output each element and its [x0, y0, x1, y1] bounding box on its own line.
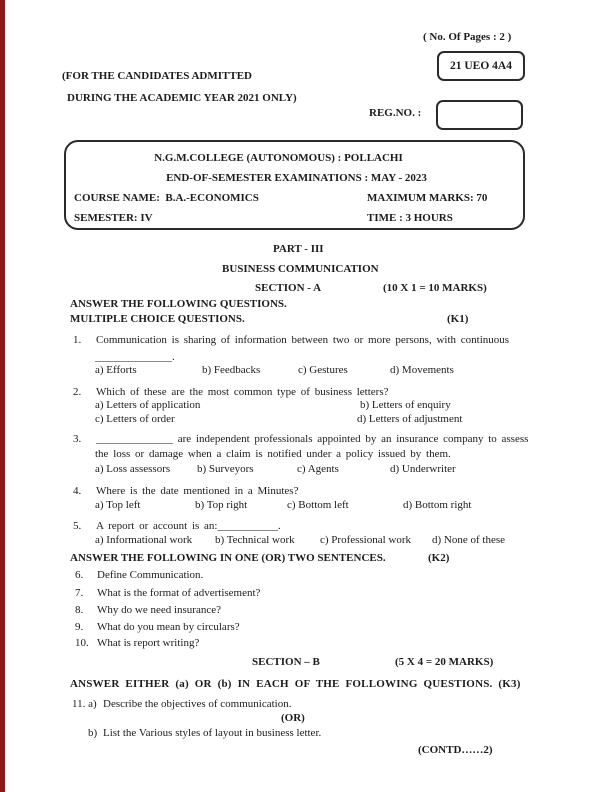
short-question-8 — [75, 604, 221, 617]
mcq-question-2-options-row1 — [0, 399, 612, 412]
short-answer-heading: ANSWER THE FOLLOWING IN ONE (OR) TWO SENTENCES. — [70, 552, 386, 564]
option-b: b) Top right — [195, 499, 248, 511]
mcq-question-1-options — [0, 364, 612, 377]
question-text: What is report writing? — [97, 637, 200, 649]
question-number: 2. — [73, 386, 82, 398]
section-a-instruction2: MULTIPLE CHOICE QUESTIONS. — [70, 313, 245, 325]
option-a: a) Efforts — [95, 364, 137, 376]
college-name: N.G.M.COLLEGE (AUTONOMOUS) : POLLACHI — [154, 152, 403, 164]
k1-badge: (K1) — [447, 313, 469, 325]
mcq-question-4-options — [0, 499, 612, 512]
option-c: c) Professional work — [320, 534, 412, 546]
mcq-question-2 — [73, 386, 388, 399]
question-number: b) — [88, 727, 98, 739]
exam-title: END-OF-SEMESTER EXAMINATIONS : MAY - 2023 — [166, 172, 427, 184]
question-number: 1. — [73, 334, 82, 346]
option-c: c) Bottom left — [287, 499, 349, 511]
option-a: a) Top left — [95, 499, 141, 511]
question-number: 4. — [73, 485, 82, 497]
or-separator: (OR) — [281, 712, 305, 724]
option-b: b) Technical work — [215, 534, 295, 546]
option-d: d) Letters of adjustment — [357, 413, 463, 425]
maximum-marks: MAXIMUM MARKS: 70 — [367, 192, 488, 204]
exam-time: TIME : 3 HOURS — [367, 212, 453, 224]
question-text: Define Communication. — [97, 569, 204, 581]
option-b: b) Letters of enquiry — [360, 399, 451, 411]
question-11b — [88, 727, 321, 740]
admitted-note-line1: (FOR THE CANDIDATES ADMITTED — [62, 70, 252, 82]
question-number: 5. — [73, 520, 82, 532]
question-text: Describe the objectives of communication. — [103, 698, 292, 710]
question-11a — [72, 698, 291, 711]
part-title: PART - III — [273, 243, 324, 255]
question-number: 6. — [75, 569, 84, 581]
option-c: c) Gestures — [298, 364, 348, 376]
admitted-note-line2: DURING THE ACADEMIC YEAR 2021 ONLY) — [67, 92, 297, 104]
semester: SEMESTER: IV — [74, 212, 153, 224]
paper-code: 21 UEO 4A4 — [450, 60, 512, 72]
continued-note: (CONTD……2) — [418, 744, 493, 756]
question-text: List the Various styles of layout in business letter. — [103, 727, 322, 739]
option-d: d) Bottom right — [403, 499, 472, 511]
option-a: a) Informational work — [95, 534, 193, 546]
mcq-question-2-options-row2 — [0, 413, 612, 426]
question-text: A report or account is an:___________. — [96, 520, 281, 532]
regno-field — [436, 100, 523, 130]
k2-badge: (K2) — [428, 552, 450, 564]
option-a: a) Loss assessors — [95, 463, 171, 475]
option-c: c) Agents — [297, 463, 339, 475]
section-a-instruction1: ANSWER THE FOLLOWING QUESTIONS. — [70, 298, 287, 310]
question-text: Communication is sharing of information between two or more persons, with continuous — [96, 334, 510, 346]
short-question-9 — [75, 621, 240, 634]
section-b-heading: SECTION – B — [252, 656, 320, 668]
question-number: 11. a) — [72, 698, 97, 710]
question-text: ______________ are independent professionals appointed by an insurance company to assess — [96, 433, 529, 445]
short-question-10 — [75, 637, 199, 650]
question-text: Which of these are the most common type of business letters? — [96, 386, 389, 398]
option-d: d) Underwriter — [390, 463, 456, 475]
mcq-question-1 — [73, 334, 509, 347]
regno-label: REG.NO. : — [369, 107, 422, 119]
question-text: Where is the date mentioned in a Minutes? — [96, 485, 299, 497]
option-a: a) Letters of application — [95, 399, 201, 411]
question-number: 8. — [75, 604, 84, 616]
mcq-question-3-line2: the loss or damage when a claim is notified under a policy issued by them. — [95, 448, 451, 460]
mcq-question-1-line2: ______________. — [95, 351, 175, 363]
option-d: d) Movements — [390, 364, 454, 376]
option-c: c) Letters of order — [95, 413, 175, 425]
exam-info-box — [64, 140, 525, 230]
option-b: b) Feedbacks — [202, 364, 261, 376]
mcq-question-3 — [73, 433, 528, 446]
question-number: 7. — [75, 587, 84, 599]
question-number: 10. — [75, 637, 89, 649]
mcq-question-5-options — [0, 534, 612, 547]
option-d: d) None of these — [432, 534, 506, 546]
option-b: b) Surveyors — [197, 463, 254, 475]
paper-code-box — [437, 51, 525, 81]
section-b-marks: (5 X 4 = 20 MARKS) — [395, 656, 494, 668]
question-text: What is the format of advertisement? — [97, 587, 261, 599]
section-a-marks: (10 X 1 = 10 MARKS) — [383, 282, 487, 294]
mcq-question-5 — [73, 520, 281, 533]
pages-note: ( No. Of Pages : 2 ) — [423, 31, 512, 43]
question-text: Why do we need insurance? — [97, 604, 222, 616]
section-b-instruction: ANSWER EITHER (a) OR (b) IN EACH OF THE FOLLOWING QUESTIONS. (K3) — [70, 678, 521, 690]
mcq-question-4 — [73, 485, 298, 498]
question-text: What do you mean by circulars? — [97, 621, 240, 633]
short-question-7 — [75, 587, 260, 600]
subject-title: BUSINESS COMMUNICATION — [222, 263, 379, 275]
question-number: 9. — [75, 621, 84, 633]
mcq-question-3-options — [0, 463, 612, 476]
course-name: COURSE NAME: B.A.-ECONOMICS — [74, 192, 259, 204]
section-a-heading: SECTION - A — [255, 282, 322, 294]
short-question-6 — [75, 569, 203, 582]
question-number: 3. — [73, 433, 82, 445]
